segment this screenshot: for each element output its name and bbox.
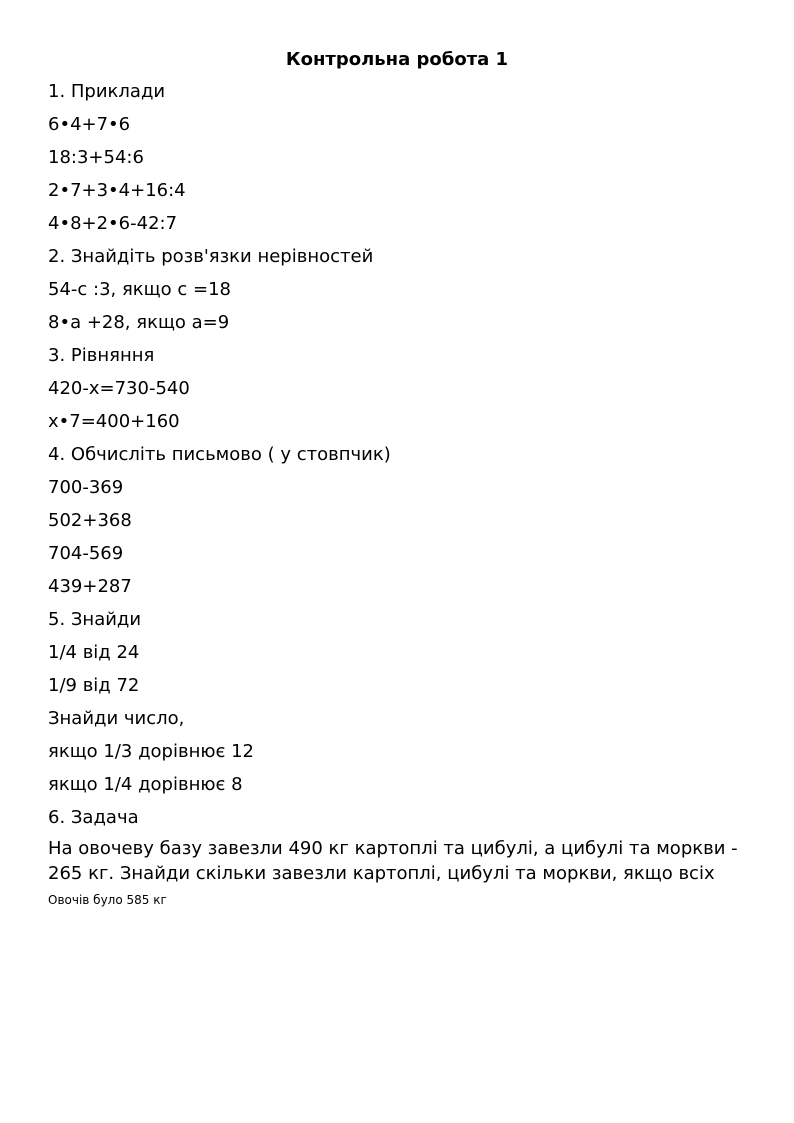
section-heading-examples: 1. Приклади bbox=[48, 81, 166, 102]
section-heading-task: 6. Задача bbox=[48, 807, 139, 828]
equation-line: 420-х=730-540 bbox=[48, 378, 190, 399]
document-lines bbox=[48, 80, 748, 839]
fraction-line: якщо 1/4 дорівнює 8 bbox=[48, 774, 243, 795]
task-text-small: Овочів було 585 кг bbox=[48, 893, 167, 907]
section-heading-column-calc: 4. Обчисліть письмово ( у стовпчик) bbox=[48, 444, 391, 465]
expression-line: 439+287 bbox=[48, 576, 132, 597]
fraction-line: 1/9 від 72 bbox=[48, 675, 140, 696]
section-heading-equations: 3. Рівняння bbox=[48, 345, 155, 366]
fraction-line: 1/4 від 24 bbox=[48, 642, 140, 663]
equation-line: х•7=400+160 bbox=[48, 411, 180, 432]
expression-line: 704-569 bbox=[48, 543, 124, 564]
fraction-line: якщо 1/3 дорівнює 12 bbox=[48, 741, 254, 762]
expression-line: 18:3+54:6 bbox=[48, 147, 144, 168]
find-number-line: Знайди число, bbox=[48, 708, 185, 729]
expression-line: 700-369 bbox=[48, 477, 124, 498]
task-text: На овочеву базу завезли 490 кг картоплі та цибулі, а цибулі та моркви - 265 кг. Знайди скільки завезли картоплі, цибулі та моркви, якщо всіх bbox=[48, 838, 738, 884]
section-heading-find: 5. Знайди bbox=[48, 609, 142, 630]
expression-line: 4•8+2•6-42:7 bbox=[48, 213, 178, 234]
section-heading-inequalities: 2. Знайдіть розв'язки нерівностей bbox=[48, 246, 374, 267]
expression-line: 54-с :3, якщо с =18 bbox=[48, 279, 231, 300]
document-title: Контрольна робота 1 bbox=[285, 49, 509, 70]
expression-line: 8•а +28, якщо а=9 bbox=[48, 312, 230, 333]
task-paragraph bbox=[48, 836, 748, 913]
expression-line: 2•7+3•4+16:4 bbox=[48, 180, 186, 201]
expression-line: 502+368 bbox=[48, 510, 132, 531]
expression-line: 6•4+7•6 bbox=[48, 114, 131, 135]
